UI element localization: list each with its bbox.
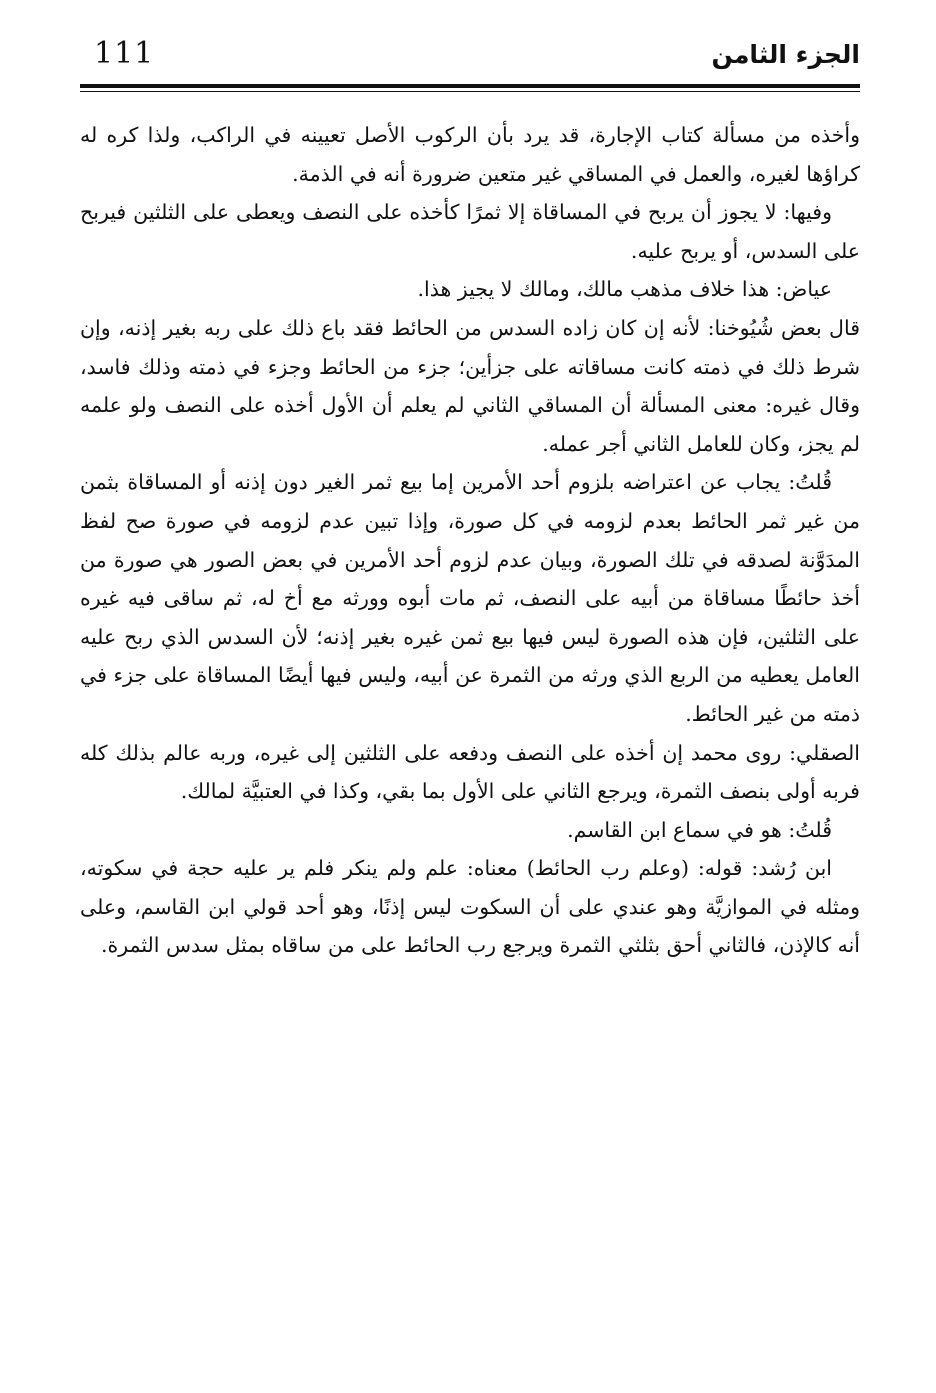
paragraph-8: ابن رُشد: قوله: (وعلم رب الحائط) معناه: علم ولم ينكر فلم ير عليه حجة في سكوته، ومثله في الموازيَّة وهو عندي على أن السكوت ليس إذنًا، وهو أحد قولي ابن القاسم، وعلى أنه كالإذن، فالثاني أحق بثلثي الثمرة ويرجع رب الحائط على من ساقاه بمثل سدس الثمرة. <box>80 856 860 958</box>
header-rule-thin <box>80 91 860 92</box>
running-title: الجزء الثامن <box>711 40 860 69</box>
paragraph-4: قال بعض شُيُوخنا: لأنه إن كان زاده السدس من الحائط فقد باع ذلك على ربه بغير إذنه، وإن شرط ذلك في ذمته كانت مساقاته على جزأين؛ جزء من الحائط وجزء في ذمته وذلك فاسد، وقال غيره: معنى المسألة أن المساقي الثاني لم يعلم أن الأول أخذه على النصف ولو علمه لم يجز، وكان للعامل الثاني أجر عمله. <box>80 315 860 456</box>
page-body <box>80 116 860 965</box>
book-page <box>80 34 860 1364</box>
paragraph-3: عياض: هذا خلاف مذهب مالك، ومالك لا يجيز هذا. <box>417 277 832 302</box>
paragraph-5: قُلتُ: يجاب عن اعتراضه بلزوم أحد الأمرين إما بيع ثمر الغير دون إذنه أو المساقاة بثمن من غير ثمر الحائط بعدم لزومه في كل صورة، وإذا تبين عدم لزومه في صورة صح لفظ المدَوَّنة لصدقه في تلك الصورة، وبيان عدم لزوم أحد الأمرين في بعض الصور هي صورة من أخذ حائطًا مساقاة من أبيه على النصف، ثم مات أبوه وورثه مع أخ له، ثم ساقى فيه غيره على الثلثين، فإن هذه الصورة ليس فيها بيع ثمن غيره بغير إذنه؛ لأن السدس الذي ربح عليه العامل يعطيه من الربع الذي ورثه من الثمرة عن أبيه، وليس فيها أيضًا المساقاة على جزء في ذمته من غير الحائط. <box>80 470 860 726</box>
paragraph-7: قُلتُ: هو في سماع ابن القاسم. <box>567 817 832 842</box>
header-rule-thick <box>80 84 860 88</box>
page-number: 111 <box>94 36 155 71</box>
page-header <box>80 34 860 84</box>
paragraph-6: الصقلي: روى محمد إن أخذه على النصف ودفعه على الثلثين إلى غيره، وربه عالم بذلك كله فربه أولى بنصف الثمرة، ويرجع الثاني على الأول بما بقي، وكذا في العتبيَّة لمالك. <box>80 740 860 804</box>
paragraph-2: وفيها: لا يجوز أن يربح في المساقاة إلا ثمرًا كأخذه على النصف ويعطى على الثلثين فيربح على السدس، أو يربح عليه. <box>80 200 860 263</box>
paragraph-1: وأخذه من مسألة كتاب الإجارة، قد يرد بأن الركوب الأصل تعيينه في الراكب، ولذا كره له كراؤها لغيره، والعمل في المساقي غير متعين ضرورة أنه في الذمة. <box>80 123 860 186</box>
